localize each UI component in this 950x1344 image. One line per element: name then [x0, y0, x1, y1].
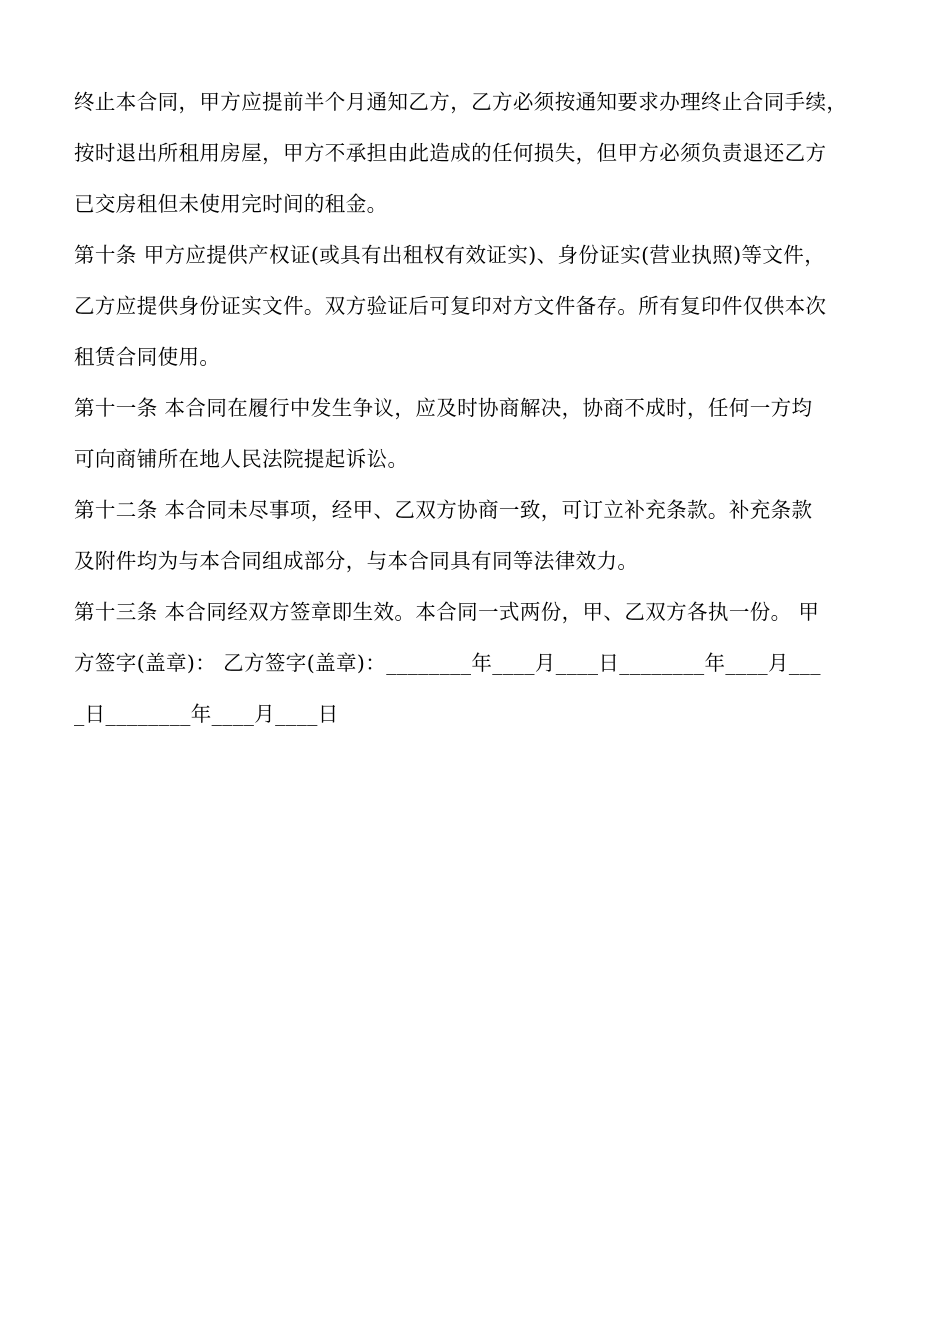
- text-line-8: 可向商铺所在地人民法院提起诉讼。: [74, 447, 409, 471]
- text-line-11: 第十三条 本合同经双方签章即生效。本合同一式两份，甲、乙双方各执一份。 甲: [74, 600, 820, 624]
- signature-date-line: _日________年____月____日: [74, 702, 339, 726]
- text-line-1: 终止本合同，甲方应提前半个月通知乙方，乙方必须按通知要求办理终止合同手续，: [74, 90, 848, 114]
- text-line-2: 按时退出所租用房屋，甲方不承担由此造成的任何损失，但甲方必须负责退还乙方: [74, 141, 827, 165]
- text-line-7: 第十一条 本合同在履行中发生争议，应及时协商解决，协商不成时，任何一方均: [74, 396, 813, 420]
- text-line-3: 已交房租但未使用完时间的租金。: [74, 192, 388, 216]
- text-line-4: 第十条 甲方应提供产权证(或具有出租权有效证实)、身份证实(营业执照)等文件，: [74, 243, 826, 267]
- text-line-9: 第十二条 本合同未尽事项，经甲、乙双方协商一致，可订立补充条款。补充条款: [74, 498, 813, 522]
- text-line-5: 乙方应提供身份证实文件。双方验证后可复印对方文件备存。所有复印件仅供本次: [74, 294, 827, 318]
- document-body: [74, 82, 884, 745]
- signature-line: 方签字(盖章)： 乙方签字(盖章)：________年____月____日________年____月___: [74, 651, 821, 675]
- text-line-6: 租赁合同使用。: [74, 345, 221, 369]
- text-line-10: 及附件均为与本合同组成部分，与本合同具有同等法律效力。: [74, 549, 639, 573]
